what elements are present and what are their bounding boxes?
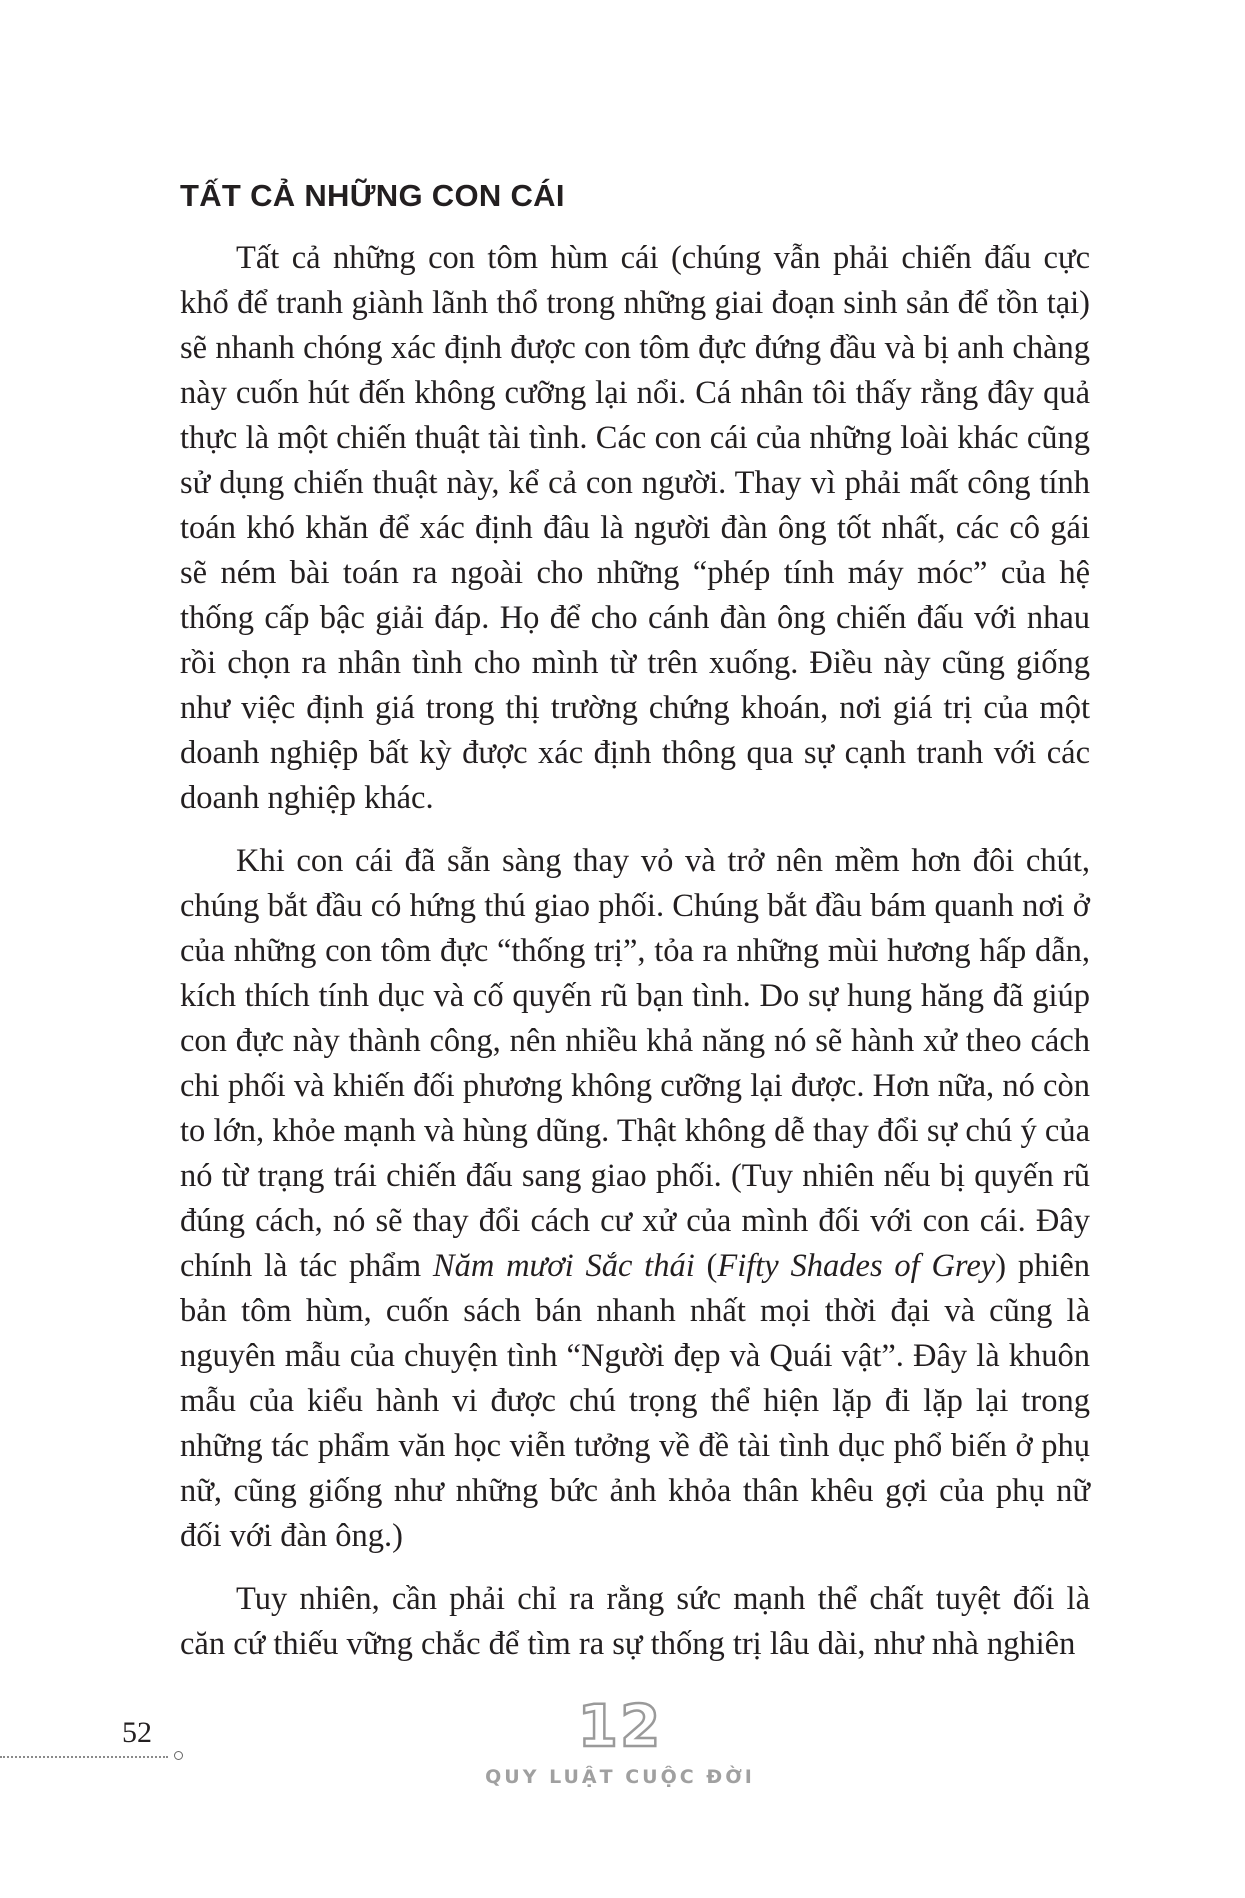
footer-dotted-rule [0, 1756, 168, 1758]
paragraph-1: Tất cả những con tôm hùm cái (chúng vẫn phải chiến đấu cực khổ để tranh giành lãnh thổ trong những giai đoạn sinh sản để tồn tại) sẽ nhanh chóng xác định được con tôm đực đứng đầu và bị anh chàng này cuốn hút đến không cưỡng lại nổi. Cá nhân tôi thấy rằng đây quả thực là một chiến thuật tài tình. Các con cái của những loài khác cũng sử dụng chiến thuật này, kể cả con người. Thay vì phải mất công tính toán khó khăn để xác định đâu là người đàn ông tốt nhất, các cô gái sẽ ném bài toán ra ngoài cho những “phép tính máy móc” của hệ thống cấp bậc giải đáp. Họ để cho cánh đàn ông chiến đấu với nhau rồi chọn ra nhân tình cho mình từ trên xuống. Điều này cũng giống như việc định giá trong thị trường chứng khoán, nơi giá trị của một doanh nghiệp bất kỳ được xác định thông qua sự cạnh tranh với các doanh nghiệp khác. [180, 240, 1090, 816]
footer-book-title: QUY LUẬT CUỘC ĐỜI [485, 1766, 755, 1788]
paragraph-3: Tuy nhiên, cần phải chỉ ra rằng sức mạnh thể chất tuyệt đối là căn cứ thiếu vững chắc để tìm ra sự thống trị lâu dài, như nhà nghiên [180, 1581, 1090, 1662]
paragraph-2-part-1: Khi con cái đã sẵn sàng thay vỏ và trở nên mềm hơn đôi chút, chúng bắt đầu có hứng thú giao phối. Chúng bắt đầu bám quanh nơi ở của những con tôm đực “thống trị”, tỏa ra những mùi hương hấp dẫn, kích thích tính dục và cố quyến rũ bạn tình. Do sự hung hăng đã giúp con đực này thành công, nên nhiều khả năng nó sẽ hành xử theo cách chi phối và khiến đối phương không cưỡng lại được. Hơn nữa, nó còn to lớn, khỏe mạnh và hùng dũng. Thật không dễ thay đổi sự chú ý của nó từ trạng trái chiến đấu sang giao phối. (Tuy nhiên nếu bị quyến rũ đúng cách, nó sẽ thay đổi cách cư xử của mình đối với con cái. Đây chính là tác phẩm [180, 843, 1090, 1284]
italic-title-vietnamese: Năm mươi Sắc thái [432, 1248, 695, 1284]
section-heading: TẤT CẢ NHỮNG CON CÁI [180, 178, 565, 213]
body-text [180, 236, 1090, 1685]
paragraph-2 [180, 839, 1090, 1559]
paragraph-2-part-2: ( [694, 1248, 718, 1284]
footer-book-number: 12 [577, 1692, 663, 1760]
footer-ring-icon [174, 1751, 183, 1760]
paragraph-2-part-3: ) phiên bản tôm hùm, cuốn sách bán nhanh nhất mọi thời đại và cũng là nguyên mẫu của chuyện tình “Người đẹp và Quái vật”. Đây là khuôn mẫu của kiểu hành vi được chú trọng thể hiện lặp đi lặp lại trong những tác phẩm văn học viễn tưởng về đề tài tình dục phổ biến ở phụ nữ, cũng giống như những bức ảnh khỏa thân khêu gợi của phụ nữ đối với đàn ông.) [180, 1248, 1091, 1554]
page-number: 52 [122, 1716, 152, 1749]
italic-title-english: Fifty Shades of Grey [717, 1248, 996, 1284]
